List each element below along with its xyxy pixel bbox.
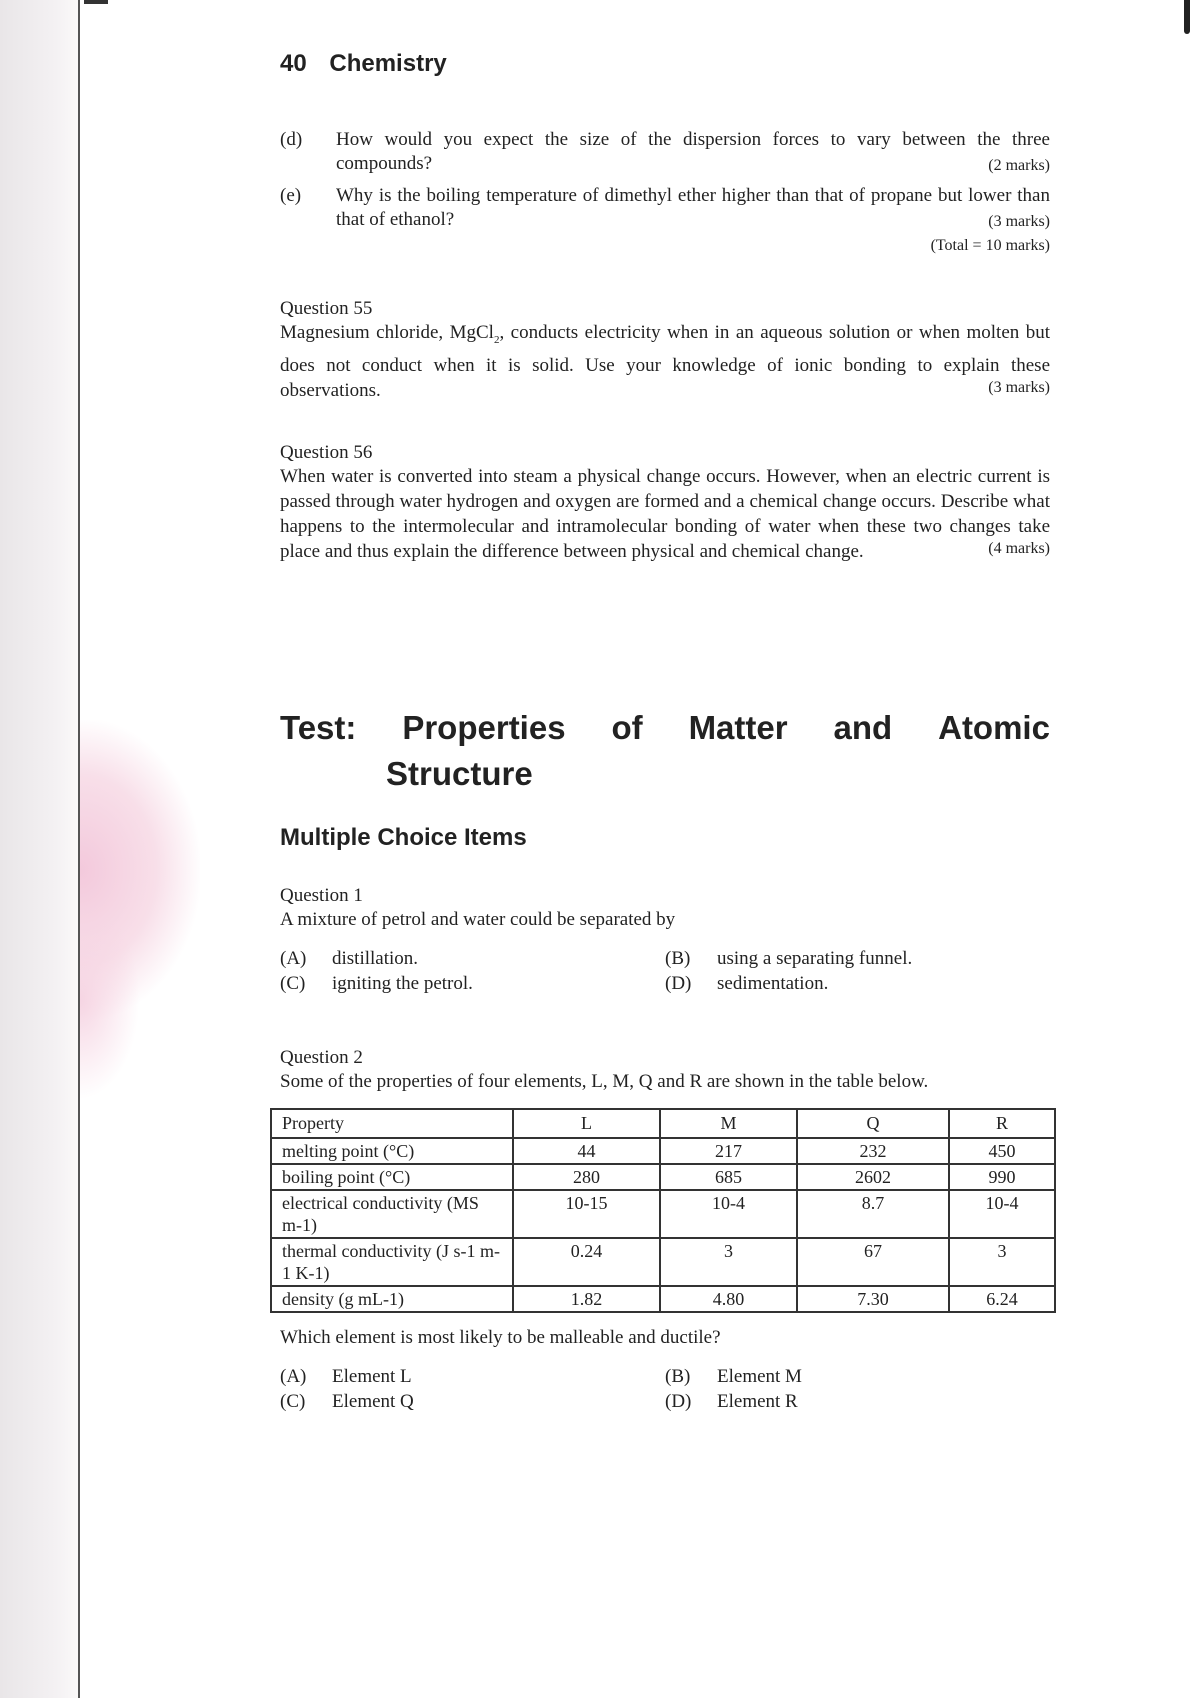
value-cell: 44 bbox=[513, 1138, 660, 1164]
question-stem: Some of the properties of four elements, L, M, Q and R are shown in the table below. bbox=[280, 1071, 929, 1092]
value-cell: 3 bbox=[660, 1238, 797, 1286]
table-row bbox=[271, 1190, 1055, 1238]
subscript: 2 bbox=[493, 333, 500, 346]
item-label: (e) bbox=[280, 185, 302, 206]
test-heading bbox=[280, 705, 1050, 797]
option-text: Element L bbox=[332, 1366, 412, 1387]
option-label: (D) bbox=[665, 1391, 692, 1412]
property-cell: boiling point (°C) bbox=[271, 1164, 513, 1190]
value-cell: 10-15 bbox=[513, 1190, 660, 1238]
value-cell: 1.82 bbox=[513, 1286, 660, 1312]
value-cell: 6.24 bbox=[949, 1286, 1055, 1312]
table-row bbox=[271, 1138, 1055, 1164]
option-text: using a separating funnel. bbox=[717, 948, 913, 969]
value-cell: 67 bbox=[797, 1238, 949, 1286]
question-title: Question 2 bbox=[280, 1047, 363, 1068]
value-cell: 990 bbox=[949, 1164, 1055, 1190]
subject-title: Chemistry bbox=[329, 50, 447, 77]
torn-edge-lower bbox=[80, 900, 140, 1100]
test-word: Atomic bbox=[938, 709, 1050, 746]
section-heading: Multiple Choice Items bbox=[280, 824, 527, 851]
test-word: Properties bbox=[402, 709, 566, 746]
options-grid bbox=[280, 1364, 1050, 1414]
question-title: Question 55 bbox=[280, 298, 373, 319]
option-label: (A) bbox=[280, 1366, 307, 1387]
value-cell: 0.24 bbox=[513, 1238, 660, 1286]
option-b[interactable] bbox=[665, 946, 1050, 971]
table-row bbox=[271, 1164, 1055, 1190]
mc-question-2 bbox=[280, 1047, 1050, 1414]
test-word: of bbox=[611, 709, 643, 746]
prev-item-d bbox=[280, 128, 1050, 178]
value-cell: 10-4 bbox=[949, 1190, 1055, 1238]
question-marks: (4 marks) bbox=[988, 540, 1050, 557]
option-a[interactable] bbox=[280, 946, 665, 971]
table-header-cell: Property bbox=[271, 1109, 513, 1138]
corner-mark-right bbox=[1184, 0, 1190, 34]
option-text: Element M bbox=[717, 1366, 802, 1387]
property-cell: melting point (°C) bbox=[271, 1138, 513, 1164]
section-heading-wrap bbox=[280, 824, 1050, 852]
test-prefix: Test: bbox=[280, 709, 357, 746]
question-55 bbox=[280, 298, 1050, 401]
options-grid bbox=[280, 946, 1050, 996]
option-text: Element Q bbox=[332, 1391, 414, 1412]
option-label: (A) bbox=[280, 948, 307, 969]
option-c[interactable] bbox=[280, 971, 665, 996]
value-cell: 3 bbox=[949, 1238, 1055, 1286]
item-text: Why is the boiling temperature of dimethyl ether higher than that of propane but lower than that of ethanol? bbox=[336, 185, 1050, 230]
question-marks: (3 marks) bbox=[988, 378, 1050, 396]
option-label: (B) bbox=[665, 948, 691, 969]
test-word: Matter bbox=[688, 709, 788, 746]
question-text-part: Magnesium chloride, MgCl bbox=[280, 322, 494, 343]
value-cell: 4.80 bbox=[660, 1286, 797, 1312]
table-header-row bbox=[271, 1109, 1055, 1138]
question-stem: A mixture of petrol and water could be separated by bbox=[280, 909, 676, 930]
value-cell: 217 bbox=[660, 1138, 797, 1164]
table-header-cell: R bbox=[949, 1109, 1055, 1138]
value-cell: 450 bbox=[949, 1138, 1055, 1164]
value-cell: 685 bbox=[660, 1164, 797, 1190]
item-text: How would you expect the size of the dispersion forces to vary between the three compounds? bbox=[336, 129, 1050, 174]
prev-item-e bbox=[280, 184, 1050, 258]
option-c[interactable] bbox=[280, 1389, 665, 1414]
mc-question-1 bbox=[280, 885, 1050, 996]
item-marks: (2 marks) bbox=[988, 157, 1050, 174]
page-number: 40 bbox=[280, 50, 307, 77]
question-text: When water is converted into steam a physical change occurs. However, when an electric current is passed through water hydrogen and oxygen are formed and a chemical change occurs. Describe what happens to the intermolecular and intramolecular bonding of water when these two changes take place and thus explain the difference between physical and chemical change. bbox=[280, 466, 1050, 562]
value-cell: 10-4 bbox=[660, 1190, 797, 1238]
question-title: Question 1 bbox=[280, 885, 363, 906]
question-prompt: Which element is most likely to be malleable and ductile? bbox=[280, 1327, 721, 1348]
table-row bbox=[271, 1286, 1055, 1312]
item-label: (d) bbox=[280, 129, 303, 150]
value-cell: 232 bbox=[797, 1138, 949, 1164]
value-cell: 2602 bbox=[797, 1164, 949, 1190]
option-text: sedimentation. bbox=[717, 973, 829, 994]
table-header-cell: M bbox=[660, 1109, 797, 1138]
option-b[interactable] bbox=[665, 1364, 1050, 1389]
option-d[interactable] bbox=[665, 1389, 1050, 1414]
property-cell: electrical conductivity (MS m-1) bbox=[271, 1190, 513, 1238]
test-heading-line2: Structure bbox=[386, 755, 533, 792]
page-binding-shadow bbox=[0, 0, 80, 1698]
option-a[interactable] bbox=[280, 1364, 665, 1389]
option-d[interactable] bbox=[665, 971, 1050, 996]
value-cell: 8.7 bbox=[797, 1190, 949, 1238]
question-56 bbox=[280, 442, 1050, 562]
question-title: Question 56 bbox=[280, 442, 373, 463]
option-text: Element R bbox=[717, 1391, 798, 1412]
corner-mark bbox=[84, 0, 108, 4]
option-text: igniting the petrol. bbox=[332, 973, 473, 994]
total-marks: (Total = 10 marks) bbox=[930, 237, 1050, 254]
question-text-part: , conducts electricity when in an aqueous solution or when molten but does not conduct when it is solid. Use your knowledge of ionic bonding to explain these observations. bbox=[280, 322, 1050, 401]
property-cell: thermal conductivity (J s-1 m-1 K-1) bbox=[271, 1238, 513, 1286]
table-header-cell: L bbox=[513, 1109, 660, 1138]
option-text: distillation. bbox=[332, 948, 419, 969]
property-cell: density (g mL-1) bbox=[271, 1286, 513, 1312]
test-title bbox=[280, 705, 1050, 797]
option-label: (C) bbox=[280, 973, 306, 994]
properties-table bbox=[270, 1108, 1056, 1313]
value-cell: 280 bbox=[513, 1164, 660, 1190]
test-word: and bbox=[833, 709, 893, 746]
table-header-cell: Q bbox=[797, 1109, 949, 1138]
table-row bbox=[271, 1238, 1055, 1286]
item-marks: (3 marks) bbox=[988, 213, 1050, 230]
option-label: (C) bbox=[280, 1391, 306, 1412]
page-header bbox=[280, 50, 447, 78]
option-label: (B) bbox=[665, 1366, 691, 1387]
value-cell: 7.30 bbox=[797, 1286, 949, 1312]
option-label: (D) bbox=[665, 973, 692, 994]
